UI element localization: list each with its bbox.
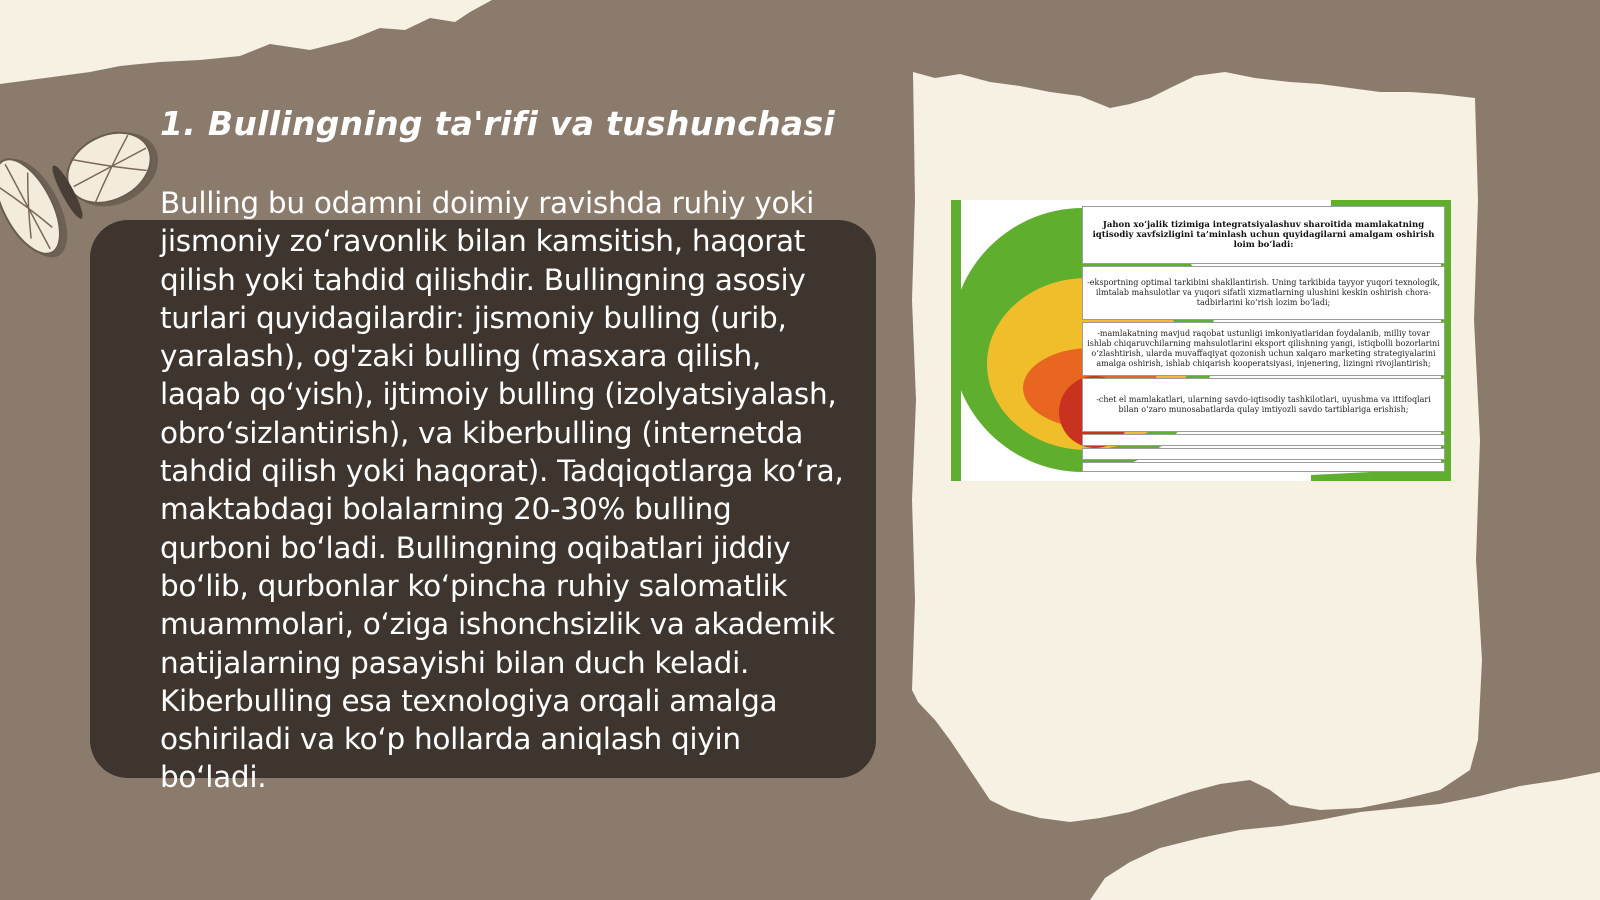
diagram-item-trade-regimes: -chet el mamlakatlari, ularning savdo-iqtisodiy tashkilotlari, uyushma va ittifoqlari bilan o‘zaro munosabatlarda qulay imtiyozli savdo tartiblariga erishish; [1082,378,1445,432]
diagram-empty-row-3 [1082,462,1445,472]
diagram-item-new-markets: -mamlakatning mavjud raqobat ustunligi imkoniyatlaridan foydalanib, milliy tovar ishlab chiqaruvchilarning mahsulotlarini eksport qilishning yangi, istiqbolli bozorlarini o‘zlashtirish, ularda muvaffaqiyat qozonish uchun xalqaro marketing strategiyalarini amalga oshirish, ishlab chiqarish kooperatsiyasi, injenering, lizingni rivojlantirish; [1082,322,1445,376]
diagram-item-export-structure: -eksportning optimal tarkibini shakllantirish. Uning tarkibida tayyor yuqori texnologik, ilmtalab mahsulotlar va yuqori sifatli xizmatlarning ulushini keskin oshirish chora-tadbirlarini ko‘rish lozim bo‘ladi; [1082,266,1445,320]
diagram-empty-row-1 [1082,434,1445,446]
slide-body-text: Bulling bu odamni doimiy ravishda ruhiy yoki jismoniy zo‘ravonlik bilan kamsitish, haqorat qilish yoki tahdid qilishdir. Bullingning asosiy turlari quyidagilardir: jismoniy bulling (urib, yaralash), og'zaki bulling (masxara qilish, laqab qo‘yish), ijtimoiy bulling (izolyatsiyalash, obro‘sizlantirish), va kiberbulling (internetda tahdid qilish yoki haqorat). Tadqiqotlarga ko‘ra, maktabdagi bolalarning 20-30% bulling qurboni bo‘ladi. Bullingning oqibatlari jiddiy bo‘lib, qurbonlar ko‘pincha ruhiy salomatlik muammolari, o‘ziga ishonchsizlik va akademik natijalarning pasayishi bilan duch keladi. Kiberbulling esa texnologiya orqali amalga oshiriladi va ko‘p hollarda aniqlash qiyin bo‘ladi. [160,186,844,795]
diagram-empty-row-2 [1082,448,1445,460]
slide-title: 1. Bullingning ta'rifi va tushunchasi [160,104,836,143]
diagram-header-box: Jahon xo‘jalik tizimiga integratsiyalashuv sharoitida mamlakatning iqtisodiy xavfsizligini ta’minlash uchun quyidagilarni amalgam oshirish loim bo‘ladi: [1082,206,1445,264]
torn-paper-top-left [0,0,492,84]
